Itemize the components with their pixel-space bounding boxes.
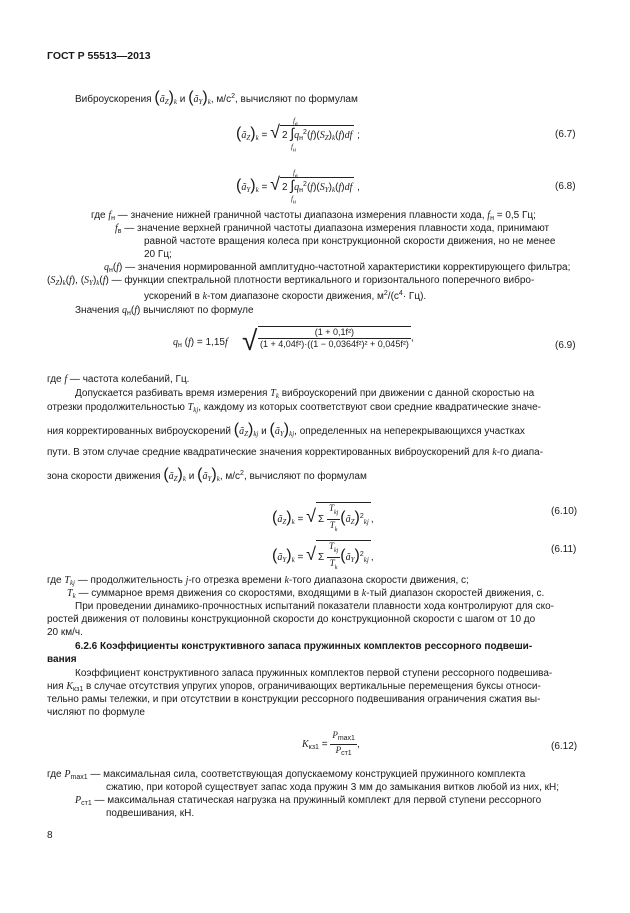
eq-6-8-upper-limit: $f_в$ [293, 169, 298, 180]
eq-6-9-number: (6.9) [555, 340, 576, 351]
para2-line3: ния корректированных виброускорений $(ã_Z)_{kj}$ и $(ã_Y)_{kj}$, определенных на неперекрывающихся участках [47, 421, 525, 438]
where-fn: где $f_н$ — значение нижней граничной частоты диапазона измерения плавности хода, $f_н = 0,5$ Гц; [91, 210, 536, 222]
equation-6-9: $q_н$ (f) = 1,15f [173, 337, 228, 349]
equation-6-12: $K_{кз1}$ = $\frac{P_{max1}}{P_{ст1}}$ , [302, 730, 360, 757]
eq-6-10-number: (6.10) [551, 506, 578, 517]
where-fv: $f_в$ — значение верхней граничной частоты диапазона измерения плавности хода, принимают [115, 223, 550, 235]
equation-6-8: $(ã_Y)_k$ = √ 2 $\int q_н^2(f)(S_Y)_k(f)df$ , [236, 177, 360, 197]
where-pmax-cont: сжатию, при которой существует запас хода пружин 3 мм до замыкания витков любой из них, кН; [106, 782, 560, 793]
para4-line2: ния $K_{кз1}$ в случае отсутствия упругих упоров, ограничивающих вертикальные перемещения буксы относи- [47, 681, 541, 693]
where-s-cont: ускорений в k-том диапазоне скорости движения, $м^2/(с^4\cdot Гц)$. [144, 290, 427, 302]
eq-6-8-number: (6.8) [555, 181, 576, 192]
document-header: ГОСТ Р 55513—2013 [47, 50, 151, 62]
eq-6-8-lower-limit: $f_н$ [291, 195, 296, 206]
eq-6-9-fraction: $\frac{\text{(1 + 0,1f²)}}{\text{(1 + 4,04f²)·((1 − 0,0364f²)² + 0,045f²)}}$ , [260, 327, 414, 349]
where-fv-cont1: равной частоте вращения колеса при конструкционной скорости движения, но не менее [144, 236, 556, 247]
where-pmax: где $P_{max1}$ — максимальная сила, соответствующая допускаемому конструкцией пружинного комплекта [47, 769, 526, 781]
para2-line4: пути. В этом случае средние квадратические значения корректированных виброускорений для k-го диапа- [47, 447, 544, 458]
qn-intro: Значения $q_н(f)$ вычисляют по формуле [75, 305, 254, 317]
para4-line4: числяют по формуле [47, 707, 145, 718]
para3-line2: ростей движения от половины конструкционной скорости до конструкционной скорости с шагом от 10 до [47, 614, 536, 625]
where-pst: $P_{ст1}$ — максимальная статическая нагрузка на пружинный комплект для первой ступени рессорного [75, 795, 542, 807]
para3-line3: 20 км/ч. [47, 627, 83, 638]
eq-6-7-lower-limit: $f_н$ [291, 143, 296, 154]
eq-6-7-upper-limit: $f_в$ [293, 117, 298, 128]
where-qn: $q_н(f)$ — значения нормированной амплитудно-частотной характеристики корректирующего фильтра; [104, 262, 571, 274]
intro-line: Виброускорения $(ã_Z)_k$ и $(ã_Y)_k$, $м/с^2$, вычисляют по формулам [75, 89, 358, 106]
where-fv-cont2: 20 Гц; [144, 249, 172, 260]
where-tk: $T_k$ — суммарное время движения со скоростями, входящими в k-тый диапазон скоростей движения, с. [67, 588, 545, 600]
para3-line1: При проведении динамико-прочностных испытаний показатели плавности хода контролируют для ско- [75, 601, 554, 612]
equation-6-7: $(ã_Z)_k$ = √ 2 $\int q_н^2(f)(S_Z)_k(f)df$ ; [236, 125, 360, 145]
where-tkj: где $T_{kj}$ — продолжительность j-го отрезка времени k-того диапазона скорости движения, с; [47, 575, 469, 587]
para2-line5: зона скорости движения $(ã_Z)_k$ и $(ã_Y)_k$, $м/с^2$, вычисляют по формулам [47, 466, 367, 483]
where-s: $(S_Z)_k(f)$, $(S_Y)_k(f)$ — функции спектральной плотности вертикального и горизонтального поперечного вибро- [47, 275, 535, 287]
where-pst-cont: подвешивания, кН. [106, 808, 195, 819]
para4-line1: Коэффициент конструктивного запаса пружинных комплектов первой ступени рессорного подвешива- [75, 668, 553, 679]
equation-6-10: $(ã_Z)_k$ = √ Σ $\frac{T_{kj}}{T_k}$ $(ã_Z)^2_{kj}$ , [272, 502, 374, 536]
equation-6-11: $(ã_Y)_k$ = √ Σ $\frac{T_{kj}}{T_k}$ $(ã_Y)^2_{kj}$ , [272, 540, 374, 574]
eq-6-11-number: (6.11) [551, 544, 577, 555]
eq-6-7-number: (6.7) [555, 129, 576, 140]
para4-line3: тельно рамы тележки, и при отсутствии в конструкции рессорного подвешивания ограничения сжатия вы- [47, 694, 541, 705]
where-f: где f — частота колебаний, Гц. [47, 374, 190, 385]
page-number: 8 [47, 830, 53, 841]
eq-6-9-sqrt: √ [242, 325, 258, 356]
eq-6-12-number: (6.12) [551, 741, 578, 752]
para2-line1: Допускается разбивать время измерения $T_k$ виброускорений при движении с данной скоростью на [75, 388, 535, 400]
section-title: 6.2.6 Коэффициенты конструктивного запаса пружинных комплектов рессорного подвеши- [75, 641, 533, 652]
para2-line2: отрезки продолжительностью $T_{kj}$, каждому из которых соответствуют свои средние квадратические значе- [47, 402, 541, 414]
section-title-cont: вания [47, 654, 77, 665]
